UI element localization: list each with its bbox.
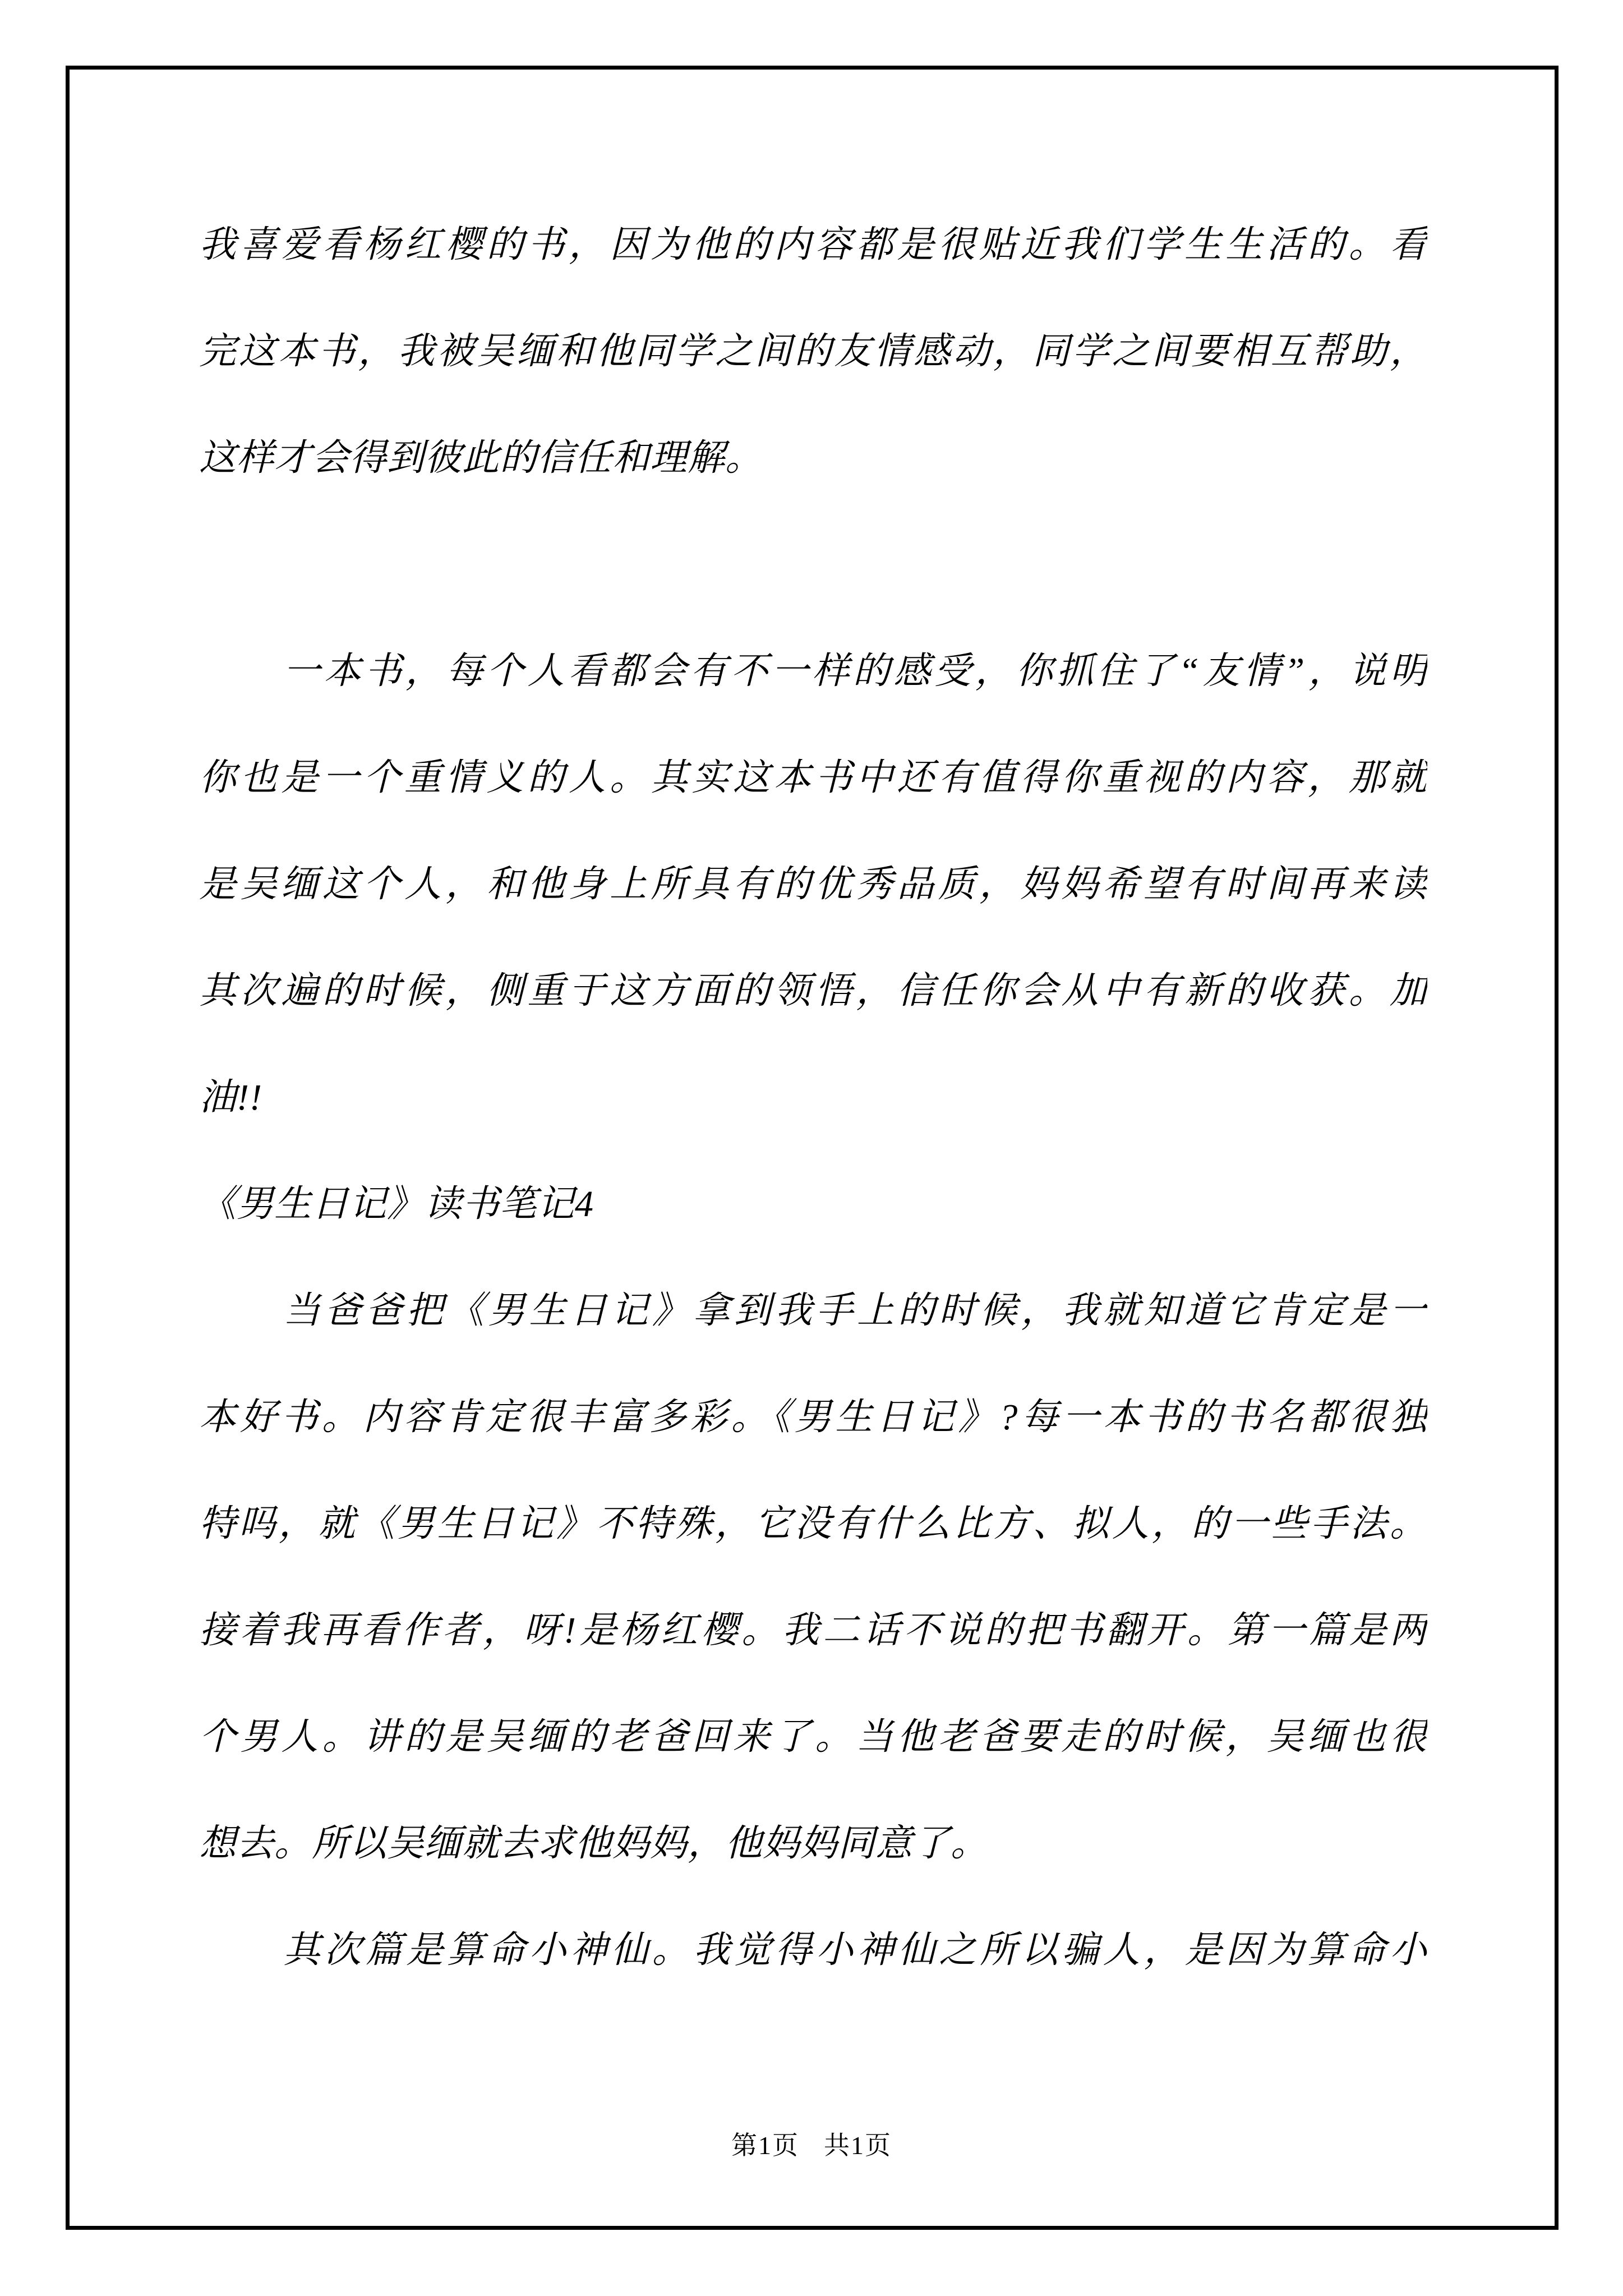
- text-line: 油!!: [199, 1077, 262, 1118]
- text-line: 《男生日记》读书笔记4: [199, 1184, 594, 1225]
- text-line: 接着我再看作者，呀!是杨红樱。我二话不说的把书翻开。第一篇是两: [199, 1610, 1427, 1651]
- text-line: 是吴缅这个人，和他身上所具有的优秀品质，妈妈希望有时间再来读: [199, 864, 1427, 905]
- text-line: 本好书。内容肯定很丰富多彩。《男生日记》?每一本书的书名都很独: [199, 1397, 1427, 1438]
- text-line: [199, 512, 1427, 618]
- text-line: 想去。所以吴缅就去求他妈妈，他妈妈同意了。: [199, 1823, 988, 1864]
- text-line: 其次篇是算命小神仙。我觉得小神仙之所以骗人，是因为算命小: [283, 1930, 1427, 1971]
- text-line: 你也是一个重情义的人。其实这本书中还有值得你重视的内容，那就: [199, 757, 1427, 798]
- text-line: 特吗，就《男生日记》不特殊，它没有什么比方、拟人，的一些手法。: [199, 1503, 1427, 1544]
- text-line: 这样才会得到彼此的信任和理解。: [199, 438, 763, 478]
- page-footer: [0, 2125, 1623, 2162]
- text-line: 我喜爱看杨红樱的书，因为他的内容都是很贴近我们学生生活的。看: [199, 224, 1427, 265]
- text-line: 当爸爸把《男生日记》拿到我手上的时候，我就知道它肯定是一: [283, 1290, 1427, 1331]
- text-line: 个男人。讲的是吴缅的老爸回来了。当他老爸要走的时候，吴缅也很: [199, 1717, 1427, 1757]
- text-line: 完这本书，我被吴缅和他同学之间的友情感动，同学之间要相互帮助，: [199, 331, 1427, 372]
- text-line: 其次遍的时候，侧重于这方面的领悟，信任你会从中有新的收获。加: [199, 970, 1427, 1011]
- footer-current-page: 第1页: [731, 2131, 799, 2160]
- document-lines: [199, 192, 1427, 2004]
- text-line: 一本书，每个人看都会有不一样的感受，你抓住了“友情”，说明: [283, 651, 1427, 692]
- footer-total-pages: 共1页: [824, 2131, 892, 2160]
